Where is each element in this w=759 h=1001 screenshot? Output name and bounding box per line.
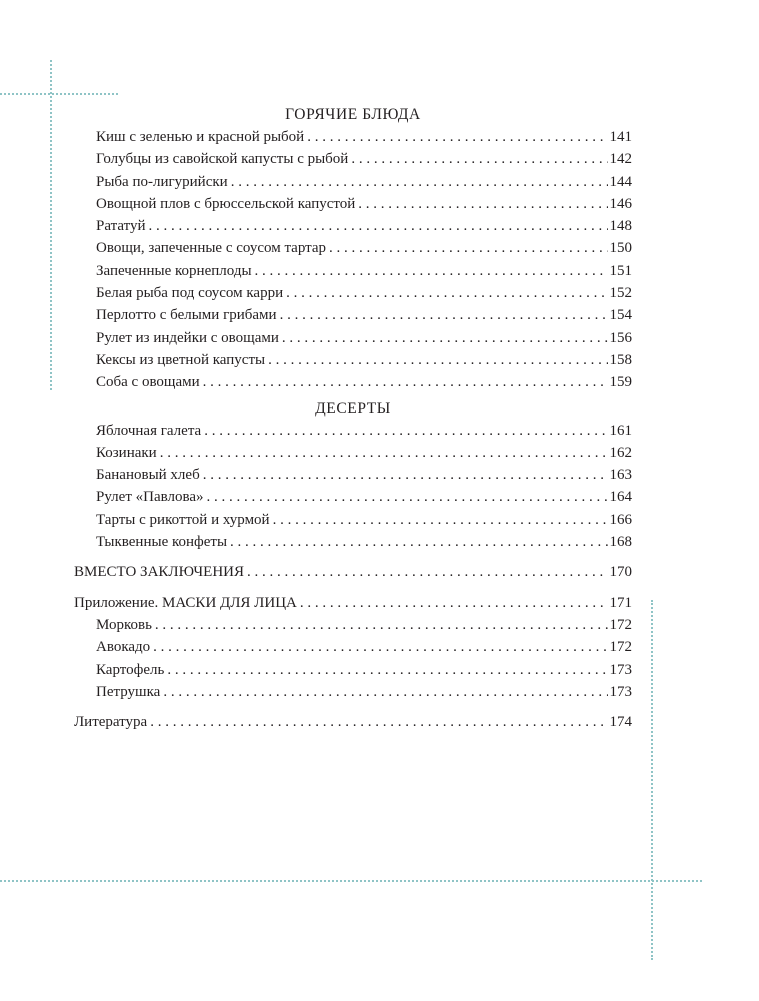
dot-leader	[230, 531, 607, 553]
toc-entry[interactable]	[74, 260, 632, 282]
dot-leader	[273, 509, 608, 531]
toc-entry-page: 156	[609, 329, 632, 346]
toc-entry[interactable]	[74, 371, 632, 393]
toc-entry-title: Рулет «Павлова»	[96, 489, 204, 506]
section-title-desserts: ДЕСЕРТЫ	[315, 399, 391, 417]
toc-entry[interactable]	[74, 148, 632, 170]
dot-leader	[204, 420, 607, 442]
toc-entry-page: 159	[609, 374, 632, 391]
dot-leader	[247, 561, 607, 583]
toc-entry-page: 173	[609, 683, 632, 700]
toc-entry-title: Банановый хлеб	[96, 467, 200, 484]
toc-entry-title: Рулет из индейки с овощами	[96, 329, 279, 346]
toc-entry[interactable]	[74, 237, 632, 259]
dot-leader	[160, 442, 608, 464]
dot-leader	[153, 636, 607, 658]
toc-entry[interactable]	[74, 464, 632, 486]
toc-entry[interactable]	[74, 126, 632, 148]
toc-entry-page: 163	[609, 467, 632, 484]
toc-entry-page: 150	[609, 240, 632, 257]
dot-leader	[307, 126, 607, 148]
toc-entry[interactable]	[74, 193, 632, 215]
dot-leader	[300, 592, 608, 614]
toc-entry[interactable]	[74, 215, 632, 237]
toc-entry-page: 142	[609, 151, 632, 168]
dot-leader	[282, 327, 608, 349]
toc-entry-page: 172	[609, 616, 632, 633]
toc-entry-page: 164	[609, 489, 632, 506]
toc-entry-page: 154	[609, 307, 632, 324]
toc-entry-page: 168	[609, 534, 632, 551]
toc-entry[interactable]	[74, 171, 632, 193]
toc-entry-page: 146	[609, 195, 632, 212]
toc-entry-page: 152	[609, 285, 632, 302]
toc-entry[interactable]	[74, 349, 632, 371]
section-title-hot-dishes: ГОРЯЧИЕ БЛЮДА	[285, 106, 421, 123]
dot-leader	[231, 171, 608, 193]
toc-entry-conclusion[interactable]	[74, 561, 632, 583]
toc-entry-page: 161	[609, 422, 632, 439]
dot-leader	[268, 349, 607, 371]
toc-entry[interactable]	[74, 486, 632, 508]
toc-entry[interactable]	[74, 614, 632, 636]
dot-leader	[163, 681, 607, 703]
toc-entry-title: Овощной плов с брюссельской капустой	[96, 195, 356, 212]
toc-entry-title: Соба с овощами	[96, 374, 200, 391]
dot-leader	[286, 282, 607, 304]
toc-entry-page: 148	[609, 218, 632, 235]
toc-entry-title: Рататуй	[96, 218, 146, 235]
toc-entry[interactable]	[74, 420, 632, 442]
dot-leader	[255, 260, 608, 282]
toc-entry-title: Яблочная галета	[96, 422, 202, 439]
toc-entry-page: 144	[609, 173, 632, 190]
toc-entry-page: 151	[609, 262, 632, 279]
dot-leader	[203, 371, 608, 393]
toc-entry-title: Приложение. МАСКИ ДЛЯ ЛИЦА	[74, 594, 297, 611]
toc-entry[interactable]	[74, 681, 632, 703]
toc-entry-literature[interactable]	[74, 711, 632, 733]
toc-entry[interactable]	[74, 659, 632, 681]
toc-entry-title: Картофель	[96, 661, 165, 678]
toc-entry-title: Перлотто с белыми грибами	[96, 307, 277, 324]
top-guide-line	[0, 93, 118, 95]
dot-leader	[203, 464, 608, 486]
toc-entry-page: 173	[609, 661, 632, 678]
table-of-contents	[74, 104, 632, 733]
dot-leader	[207, 486, 608, 508]
toc-entry-page: 174	[609, 714, 632, 731]
toc-entry-title: Тыквенные конфеты	[96, 534, 228, 551]
left-guide-line	[50, 60, 52, 390]
dot-leader	[150, 711, 607, 733]
toc-entry-title: Кексы из цветной капусты	[96, 351, 266, 368]
right-guide-line	[651, 600, 653, 960]
dot-leader	[155, 614, 608, 636]
toc-entry-page: 166	[609, 511, 632, 528]
toc-entry-page: 172	[609, 639, 632, 656]
dot-leader	[358, 193, 607, 215]
toc-entry-title: Запеченные корнеплоды	[96, 262, 252, 279]
dot-leader	[167, 659, 607, 681]
toc-entry-page: 170	[609, 564, 632, 581]
toc-entry[interactable]	[74, 636, 632, 658]
toc-entry-page: 171	[609, 594, 632, 611]
toc-entry[interactable]	[74, 304, 632, 326]
toc-entry-title: Петрушка	[96, 683, 161, 700]
toc-entry-page: 162	[609, 444, 632, 461]
toc-entry-title: ВМЕСТО ЗАКЛЮЧЕНИЯ	[74, 564, 245, 581]
dot-leader	[329, 237, 607, 259]
toc-entry-page: 158	[609, 351, 632, 368]
dot-leader	[351, 148, 607, 170]
toc-entry-title: Овощи, запеченные с соусом тартар	[96, 240, 327, 257]
toc-entry[interactable]	[74, 531, 632, 553]
dot-leader	[149, 215, 608, 237]
toc-entry-title: Рыба по-лигурийски	[96, 173, 228, 190]
toc-entry-title: Морковь	[96, 616, 152, 633]
toc-entry[interactable]	[74, 282, 632, 304]
toc-entry[interactable]	[74, 509, 632, 531]
toc-entry-title: Авокадо	[96, 639, 151, 656]
toc-entry-title: Литература	[74, 714, 148, 731]
toc-entry[interactable]	[74, 327, 632, 349]
dot-leader	[280, 304, 608, 326]
toc-entry-title: Голубцы из савойской капусты с рыбой	[96, 151, 349, 168]
toc-entry[interactable]	[74, 442, 632, 464]
toc-entry-page: 141	[609, 129, 632, 145]
toc-entry-title: Козинаки	[96, 444, 157, 461]
toc-entry-title: Киш с зеленью и красной рыбой	[96, 129, 305, 145]
toc-entry-title: Тарты с рикоттой и хурмой	[96, 511, 270, 528]
toc-entry-title: Белая рыба под соусом карри	[96, 285, 284, 302]
toc-entry-appendix[interactable]	[74, 592, 632, 614]
bottom-guide-line	[0, 880, 702, 882]
